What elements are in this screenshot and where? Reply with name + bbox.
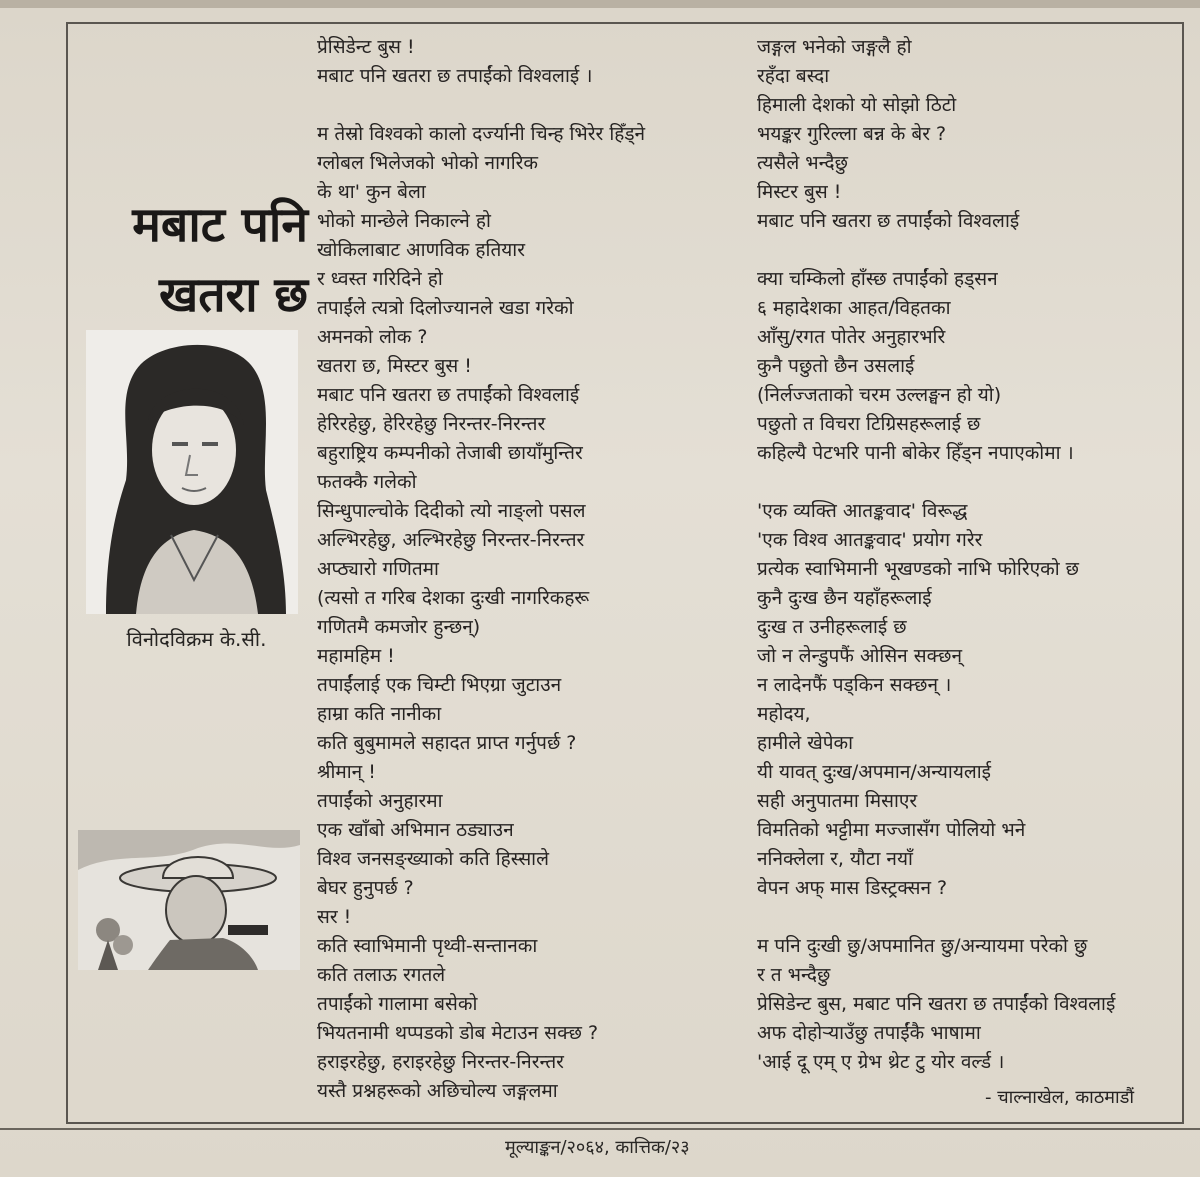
poem-line: महामहिम !: [317, 645, 395, 667]
poem-line: [757, 468, 1177, 497]
poem-line: हाम्रा कति नानीका: [317, 703, 442, 725]
poem-line: र त भन्दैछु: [757, 964, 831, 986]
poem-line: फतक्कै गलेको: [317, 471, 417, 493]
author-photo: [86, 330, 298, 614]
author-name: विनोदविक्रम के.सी.: [126, 627, 267, 651]
poem-column-middle: [317, 33, 737, 1106]
poem-line: मबाट पनि खतरा छ तपाईंको विश्वलाई: [757, 210, 1020, 232]
poem-line: तपाईंले त्यत्रो दिलोज्यानले खडा गरेको: [317, 297, 574, 319]
cartoon-illustration: [78, 830, 300, 970]
poem-line: प्रेसिडेन्ट बुस, मबाट पनि खतरा छ तपाईंको विश्वलाई: [757, 993, 1116, 1015]
poem-line: कति तलाऊ रगतले: [317, 964, 446, 986]
poem-line: अमनको लोक ?: [317, 326, 428, 348]
poem-line: अप्ठ्यारो गणितमा: [317, 558, 439, 580]
poem-line: दुःख त उनीहरूलाई छ: [757, 616, 907, 638]
poem-line: तपाईंको गालामा बसेको: [317, 993, 478, 1015]
poem-line: मबाट पनि खतरा छ तपाईंको विश्वलाई: [317, 384, 580, 406]
poem-line: भयङ्कर गुरिल्ला बन्न के बेर ?: [757, 123, 947, 145]
bottom-rule: [0, 1128, 1200, 1130]
poem-line: न लादेनफैं पड्किन सक्छन् ।: [757, 674, 952, 696]
poem-line: जङ्गल भनेको जङ्गलै हो: [757, 36, 912, 58]
poem-line: र ध्वस्त गरिदिने हो: [317, 268, 443, 290]
poem-line: सही अनुपातमा मिसाएर: [757, 790, 918, 812]
poem-line: 'एक विश्व आतङ्कवाद' प्रयोग गरेर: [757, 529, 983, 551]
poem-line: 'आई दू एम् ए ग्रेभ थ्रेट टु योर वर्ल्ड ।: [757, 1051, 1005, 1073]
poem-line: (त्यसो त गरिब देशका दुःखी नागरिकहरू: [317, 587, 590, 609]
poem-line: ६ महादेशका आहत/विहतका: [757, 297, 951, 319]
poem-line: महोदय,: [757, 703, 811, 725]
poem-line: कुनै पछुतो छैन उसलाई: [757, 355, 915, 377]
poem-line: गणितमै कमजोर हुन्छन्): [317, 616, 481, 638]
poem-line: श्रीमान् !: [317, 761, 376, 783]
poem-line: मबाट पनि खतरा छ तपाईंको विश्वलाई ।: [317, 65, 593, 87]
poem-line: हामीले खेपेका: [757, 732, 854, 754]
title-line-2: खतरा छ: [158, 267, 308, 323]
poem-column-right: [757, 33, 1177, 1077]
poem-line: कुनै दुःख छैन यहाँहरूलाई: [757, 587, 932, 609]
poem-line: भियतनामी थप्पडको डोब मेटाउन सक्छ ?: [317, 1022, 599, 1044]
poem-line: खोकिलाबाट आणविक हतियार: [317, 239, 525, 261]
poem-line: विश्व जनसङ्ख्याको कति हिस्साले: [317, 848, 549, 870]
poem-line: तपाईंको अनुहारमा: [317, 790, 443, 812]
poem-line: भोको मान्छेले निकाल्ने हो: [317, 210, 491, 232]
poem-line: कति स्वाभिमानी पृथ्वी-सन्तानका: [317, 935, 538, 957]
poem-line: ननिक्लेला र, यौटा नयाँ: [757, 848, 913, 870]
poem-line: बहुराष्ट्रिय कम्पनीको तेजाबी छायाँमुन्तिर: [317, 442, 583, 464]
poem-line: ग्लोबल भिलेजको भोको नागरिक: [317, 152, 539, 174]
poem-line: 'एक व्यक्ति आतङ्कवाद' विरूद्ध: [757, 500, 968, 522]
poem-line: त्यसैले भन्दैछु: [757, 152, 848, 174]
poem-line: हराइरहेछु, हराइरहेछु निरन्तर-निरन्तर: [317, 1051, 564, 1073]
poem-title: [78, 190, 308, 330]
poem-line: कति बुबुमामले सहादत प्राप्त गर्नुपर्छ ?: [317, 732, 577, 754]
poem-line: यस्तै प्रश्नहरूको अछिचोल्य जङ्गलमा: [317, 1080, 558, 1102]
poem-location: - चाल्नाखेल, काठमाडौं: [985, 1087, 1134, 1108]
poem-line: प्रेसिडेन्ट बुस !: [317, 36, 415, 58]
top-strip: [0, 0, 1200, 8]
poem-line: यी यावत् दुःख/अपमान/अन्यायलाई: [757, 761, 991, 783]
poem-line: म तेस्रो विश्वको कालो दर्ज्यानी चिन्ह भिरेर हिँड्ने: [317, 123, 646, 145]
title-line-1: मबाट पनि: [132, 197, 308, 253]
poem-line: के था' कुन बेला: [317, 181, 426, 203]
poem-line: अल्भिरहेछु, अल्भिरहेछु निरन्तर-निरन्तर: [317, 529, 585, 551]
poem-line: (निर्लज्जताको चरम उल्लङ्घन हो यो): [757, 384, 1002, 406]
poem-line: [317, 91, 737, 120]
poem-line: पछुतो त विचरा टिग्रिसहरूलाई छ: [757, 413, 981, 435]
author-portrait: [86, 330, 298, 614]
poem-line: म पनि दुःखी छु/अपमानित छु/अन्यायमा परेको छु: [757, 935, 1088, 957]
poem-line: रहँदा बस्दा: [757, 65, 830, 87]
page-footer: मूल्याङ्कन/२०६४, कात्तिक/२३: [505, 1137, 690, 1158]
cowboy-cartoon: [78, 830, 300, 970]
poem-line: हेरिरहेछु, हेरिरहेछु निरन्तर-निरन्तर: [317, 413, 546, 435]
poem-line: बेघर हुनुपर्छ ?: [317, 877, 414, 899]
poem-line: [757, 903, 1177, 932]
poem-line: कहिल्यै पेटभरि पानी बोकेर हिँड्न नपाएकोमा ।: [757, 442, 1074, 464]
poem-line: खतरा छ, मिस्टर बुस !: [317, 355, 472, 377]
poem-line: क्या चम्किलो हाँस्छ तपाईंको हड्सन: [757, 268, 998, 290]
poem-line: विमतिको भट्टीमा मज्जासँग पोलियो भने: [757, 819, 1026, 841]
poem-line: मिस्टर बुस !: [757, 181, 842, 203]
poem-line: सर !: [317, 906, 352, 928]
poem-line: हिमाली देशको यो सोझो ठिटो: [757, 94, 957, 116]
poem-line: प्रत्येक स्वाभिमानी भूखण्डको नाभि फोरिएको छ: [757, 558, 1079, 580]
poem-line: [757, 236, 1177, 265]
poem-line: आँसु/रगत पोतेर अनुहारभरि: [757, 326, 946, 348]
poem-line: सिन्धुपाल्चोके दिदीको त्यो नाङ्लो पसल: [317, 500, 586, 522]
poem-line: एक खाँबो अभिमान ठड्याउन: [317, 819, 514, 841]
poem-line: तपाईंलाई एक चिम्टी भिएग्रा जुटाउन: [317, 674, 562, 696]
poem-line: अफ दोहोऱ्याउँछु तपाईंकै भाषामा: [757, 1022, 981, 1044]
poem-line: वेपन अफ् मास डिस्ट्रक्सन ?: [757, 877, 948, 899]
poem-line: जो न लेन्डुपफैं ओसिन सक्छन्: [757, 645, 963, 667]
